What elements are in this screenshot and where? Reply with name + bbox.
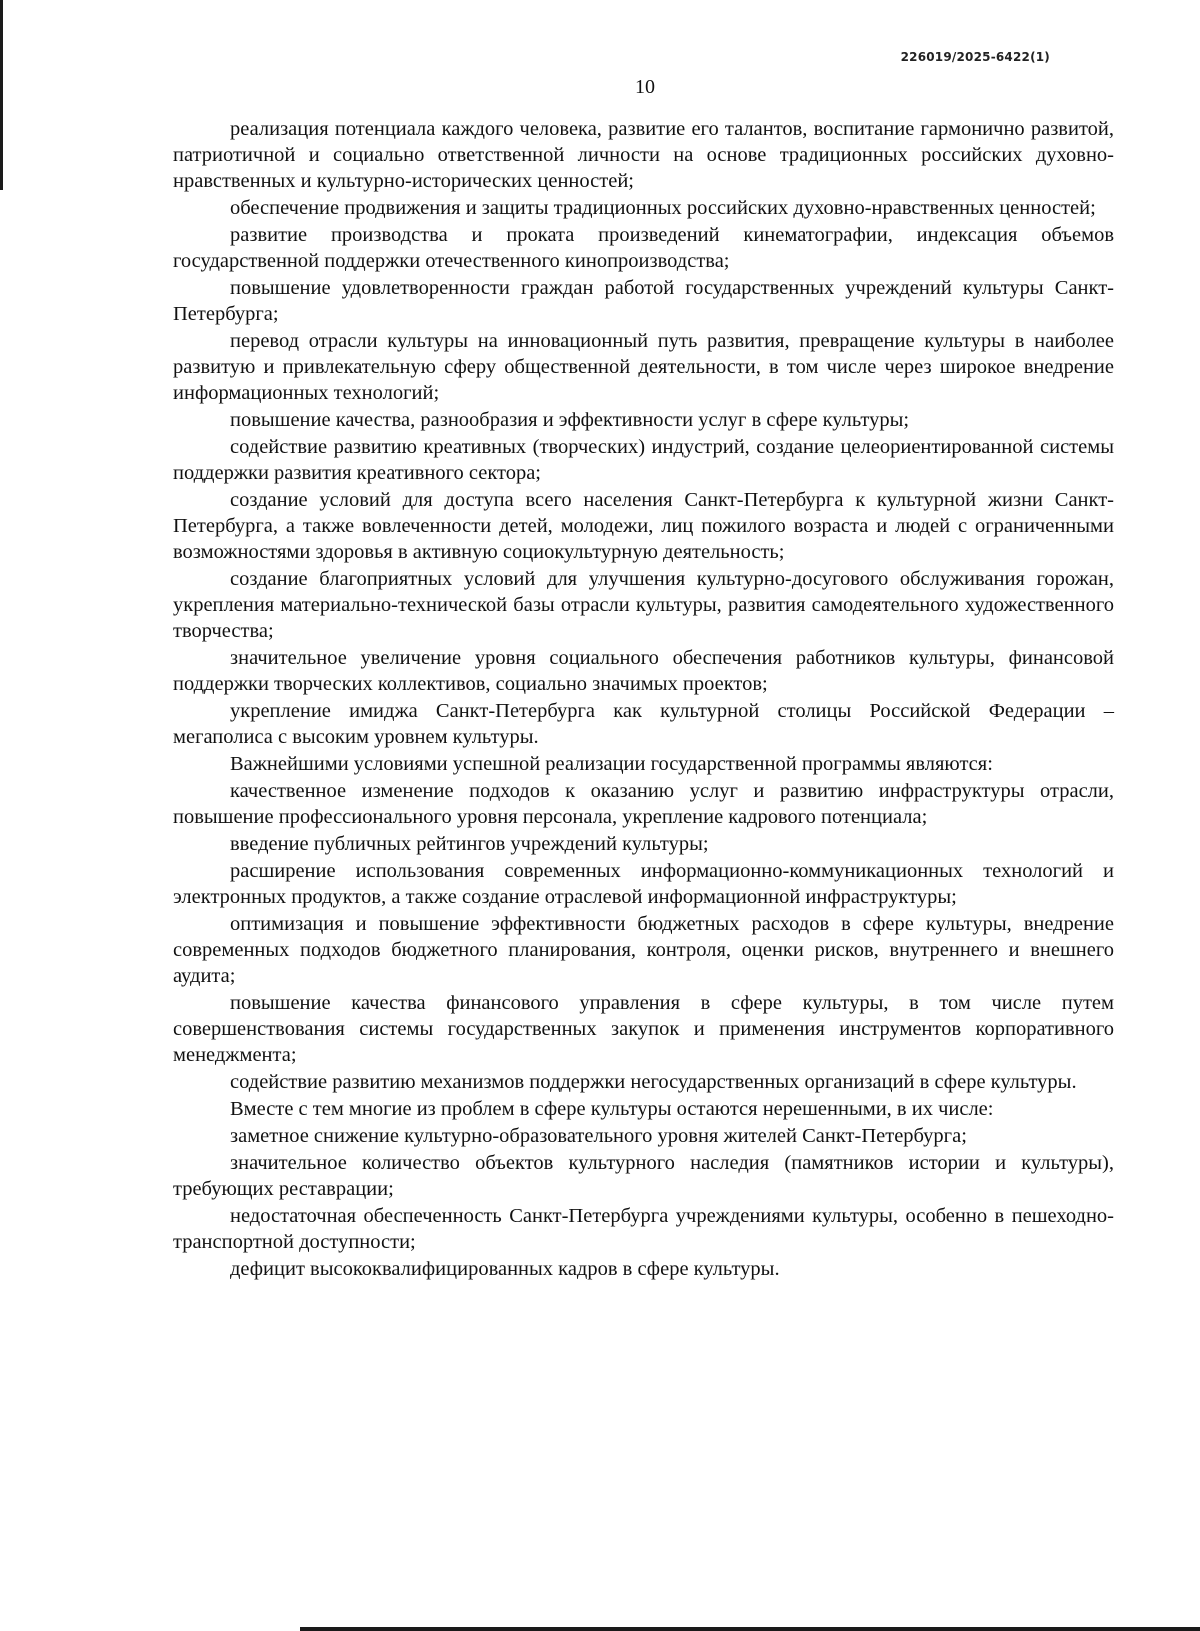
paragraph: перевод отрасли культуры на инновационный путь развития, превращение культуры в наиболее развитую и привлекательную сферу общественной деятельности, в том числе через широкое внедрение информационных технологий; (173, 330, 1114, 404)
paragraph: укрепление имиджа Санкт-Петербурга как культурной столицы Российской Федерации – мегаполиса с высоким уровнем культуры. (173, 700, 1114, 748)
page-number: 10 (635, 76, 655, 98)
paragraph: содействие развитию креативных (творческих) индустрий, создание целеориентированной системы поддержки развития креативного сектора; (173, 436, 1114, 484)
paragraph: значительное увеличение уровня социального обеспечения работников культуры, финансовой поддержки творческих коллективов, социально значимых проектов; (173, 647, 1114, 695)
paragraph: обеспечение продвижения и защиты традиционных российских духовно-нравственных ценностей; (230, 197, 1096, 219)
paragraph: значительное количество объектов культурного наследия (памятников истории и культуры), требующих реставрации; (173, 1152, 1114, 1200)
paragraph: содействие развитию механизмов поддержки негосударственных организаций в сфере культуры. (230, 1071, 1077, 1093)
paragraph: качественное изменение подходов к оказанию услуг и развитию инфраструктуры отрасли, повышение профессионального уровня персонала, укрепление кадрового потенциала; (173, 780, 1114, 828)
paragraph: расширение использования современных информационно-коммуникационных технологий и электронных продуктов, а также создание отраслевой информационной инфраструктуры; (173, 860, 1114, 908)
document-registration-number: 226019/2025-6422(1) (900, 50, 1050, 64)
paragraph: развитие производства и проката произведений кинематографии, индексация объемов государственной поддержки отечественного кинопроизводства; (173, 224, 1114, 272)
paragraph: Вместе с тем многие из проблем в сфере культуры остаются нерешенными, в их числе: (230, 1098, 994, 1120)
paragraph: повышение качества, разнообразия и эффективности услуг в сфере культуры; (230, 409, 910, 431)
paragraph: заметное снижение культурно-образовательного уровня жителей Санкт-Петербурга; (230, 1125, 967, 1147)
paragraph: недостаточная обеспеченность Санкт-Петербурга учреждениями культуры, особенно в пешеходно-транспортной доступности; (173, 1205, 1114, 1253)
paragraph: повышение удовлетворенности граждан работой государственных учреждений культуры Санкт-Петербурга; (173, 277, 1114, 325)
document-body (173, 116, 1114, 1282)
paragraph: дефицит высококвалифицированных кадров в сфере культуры. (230, 1258, 780, 1280)
paragraph: Важнейшими условиями успешной реализации государственной программы являются: (230, 753, 993, 775)
paragraph: реализация потенциала каждого человека, развитие его талантов, воспитание гармонично развитой, патриотичной и социально ответственной личности на основе традиционных российских духовно-нравственных и культурно-исторических ценностей; (173, 118, 1114, 192)
paragraph: введение публичных рейтингов учреждений культуры; (230, 833, 709, 855)
paragraph: создание благоприятных условий для улучшения культурно-досугового обслуживания горожан, укрепления материально-технической базы отрасли культуры, развития самодеятельного художественного творчества; (173, 568, 1114, 642)
paragraph: создание условий для доступа всего населения Санкт-Петербурга к культурной жизни Санкт-Петербурга, а также вовлеченности детей, молодежи, лиц пожилого возраста и людей с ограниченными возможностями здоровья в активную социокультурную деятельность; (173, 489, 1114, 563)
paragraph: оптимизация и повышение эффективности бюджетных расходов в сфере культуры, внедрение современных подходов бюджетного планирования, контроля, оценки рисков, внутреннего и внешнего аудита; (173, 913, 1114, 987)
paragraph: повышение качества финансового управления в сфере культуры, в том числе путем совершенствования системы государственных закупок и применения инструментов корпоративного менеджмента; (173, 992, 1114, 1066)
scan-edge-bottom (300, 1627, 1200, 1631)
